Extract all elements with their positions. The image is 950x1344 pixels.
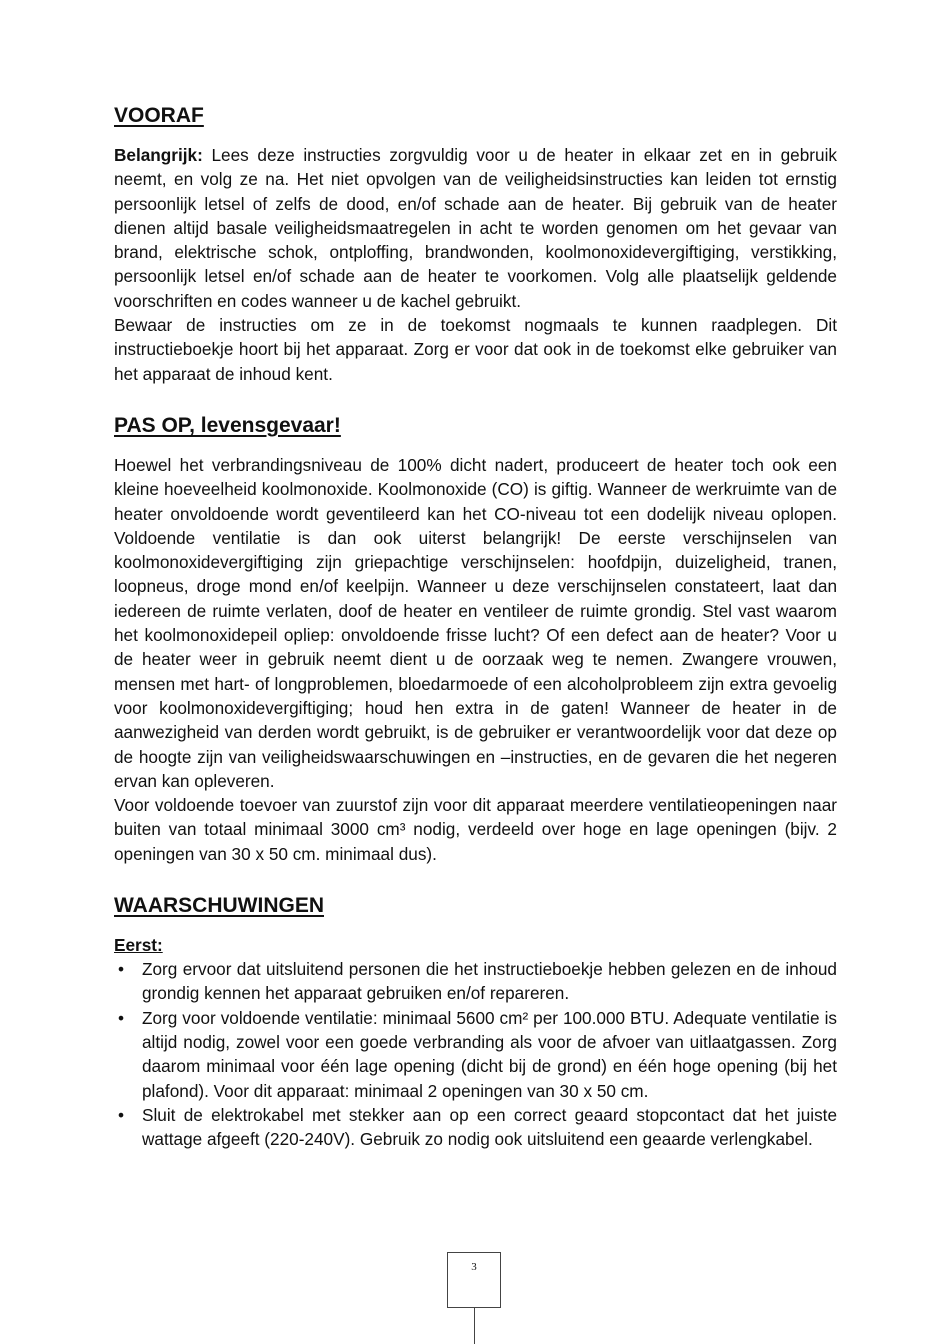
bullet-icon: • xyxy=(117,1007,125,1028)
heading-vooraf: VOORAF xyxy=(114,104,204,127)
paragraph-koolmonoxide: Hoewel het verbrandingsniveau de 100% dicht nadert, produceert de heater toch ook een kleine hoeveelheid koolmonoxide. Koolmonoxide (CO) is giftig. Wanneer de werkruimte van de heater onvoldoende wordt geventileerd kan het CO-niveau tot een dodelijk niveau oplopen. Voldoende ventilatie is dan ook uiterst belangrijk! De eerste verschijnselen van koolmonoxidevergiftiging zijn griepachtige verschijnselen: hoofdpijn, duizeligheid, tranen, loopneus, droge mond en/of keelpijn. Wanneer u deze verschijnselen constateert, laat dan iedereen de ruimte verlaten, doof de heater en ventileer de ruimte grondig. Stel vast waarom het koolmonoxidepeil opliep: onvoldoende frisse lucht? Of een defect aan de heater? Voor u de heater weer in gebruik neemt dient u de oorzaak weg te nemen. Zwangere vrouwen, mensen met hart- of longproblemen, bloedarmoede of een alcoholprobleem zijn extra gevoelig voor koolmonoxidevergiftiging; houd hen extra in de gaten! Wanneer de heater in de aanwezigheid van derden wordt gebruikt, is de gebruiker er verantwoordelijk voor dat deze op de hoogte zijn van veiligheidswaarschuwingen en –instructies, en de gevaren die het negeren ervan kan opleveren. xyxy=(114,454,837,791)
list-item xyxy=(114,957,837,1006)
bullet-icon: • xyxy=(117,959,125,980)
list-item xyxy=(114,1103,837,1152)
list-item-text: Sluit de elektrokabel met stekker aan op een correct geaard stopcontact dat het juiste wattage afgeeft (220-240V). Gebruik zo nodig ook uitsluitend een geaarde verlengkabel. xyxy=(142,1104,837,1150)
bullet-icon: • xyxy=(117,1104,125,1125)
text-belangrijk: Lees deze instructies zorgvuldig voor u de heater in elkaar zet en in gebruik neemt, en volg ze na. Het niet opvolgen van de veiligheidsinstructies kan leiden tot ernstig persoonlijk letsel of zelfs de dood, en/of schade aan de heater. Bij gebruik van de heater dienen altijd basale veiligheidsmaatregelen in acht te worden genomen om het gevaar van brand, elektrische schok, ontploffing, brandwonden, koolmonoxidevergiftiging, verstikking, persoonlijk letsel en/of schade aan de heater te voorkomen. Volg alle plaatselijk geldende voorschriften en codes wanneer u de kachel gebruikt. xyxy=(114,145,837,311)
document-page xyxy=(114,100,837,1175)
section-waarschuwingen xyxy=(114,890,837,1151)
page-number-box xyxy=(447,1252,501,1308)
list-item xyxy=(114,1006,837,1103)
heading-pas-op: PAS OP, levensgevaar! xyxy=(114,413,341,437)
list-item-text: Zorg ervoor dat uitsluitend personen die het instructieboekje hebben gelezen en de inhoud grondig kennen het apparaat gebruiken en/of repareren. xyxy=(142,959,837,1004)
paragraph-belangrijk xyxy=(114,143,837,313)
section-vooraf xyxy=(114,100,837,386)
subheading-eerst: Eerst: xyxy=(114,935,163,956)
section-pas-op xyxy=(114,410,837,866)
warning-list xyxy=(114,957,837,1151)
heading-waarschuwingen: WAARSCHUWINGEN xyxy=(114,894,324,918)
paragraph-zuurstof: Voor voldoende toevoer van zuurstof zijn voor dit apparaat meerdere ventilatieopeningen naar buiten van totaal minimaal 3000 cm³ nodig, verdeeld over hoge en lage openingen (bijv. 2 openingen van 30 x 50 cm. minimaal dus). xyxy=(114,795,837,864)
label-belangrijk: Belangrijk: xyxy=(114,145,203,165)
page-number-divider xyxy=(474,1308,475,1344)
paragraph-bewaar: Bewaar de instructies om ze in de toekomst nogmaals te kunnen raadplegen. Dit instructieboekje hoort bij het apparaat. Zorg er voor dat ook in de toekomst elke gebruiker van het apparaat de inhoud kent. xyxy=(114,315,837,384)
list-item-text: Zorg voor voldoende ventilatie: minimaal 5600 cm² per 100.000 BTU. Adequate ventilatie is altijd nodig, zowel voor een goede verbranding als voor de afvoer van uitlaatgassen. Zorg daarom minimaal voor één lage opening (dicht bij de grond) en één hoge opening (bij het plafond). Voor dit apparaat: minimaal 2 openingen van 30 x 50 cm. xyxy=(142,1007,837,1101)
page-number: 3 xyxy=(471,1261,477,1273)
